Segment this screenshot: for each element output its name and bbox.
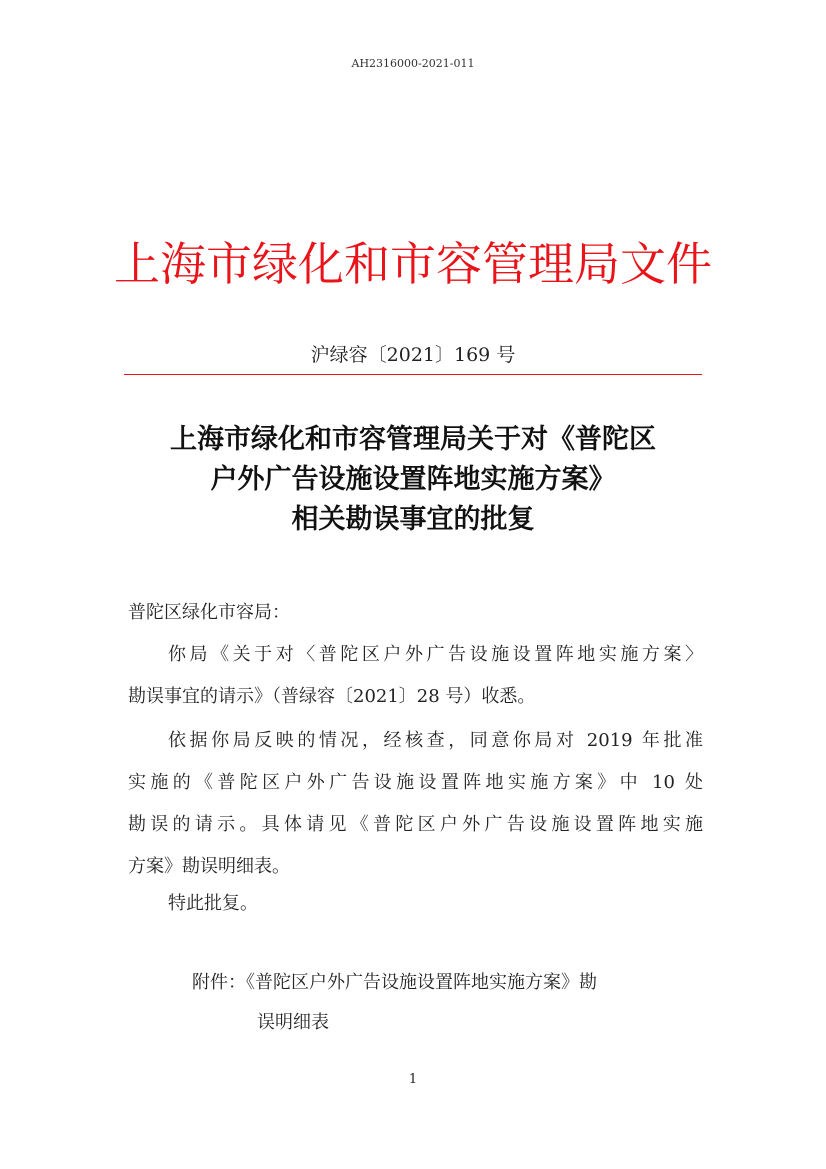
document-code: AH2316000-2021-011: [351, 57, 475, 70]
page-number: 1: [408, 1072, 418, 1087]
document-number: 沪绿容〔2021〕169 号: [310, 344, 516, 366]
title-line-3: 相关勘误事宜的批复: [291, 504, 535, 535]
title-line-2: 户外广告设施设置阵地实施方案》: [210, 464, 616, 495]
paragraph-2-line-3: 勘误的请示。具体请见《普陀区户外广告设施设置阵地实施: [128, 814, 703, 835]
closing-line: 特此批复。: [168, 893, 258, 914]
paragraph-1: [128, 634, 703, 718]
paragraph-2-line-2: 实施的《普陀区户外广告设施设置阵地实施方案》中 10 处: [128, 772, 703, 793]
salutation: 普陀区绿化市容局：: [128, 602, 290, 623]
paragraph-2-line-1: 依据你局反映的情况，经核查，同意你局对 2019 年批准: [168, 730, 703, 751]
title-line-1: 上海市绿化和市容管理局关于对《普陀区: [170, 424, 656, 455]
paragraph-2: [128, 720, 703, 888]
attachment-note: [192, 963, 692, 1043]
paragraph-3: [128, 883, 703, 925]
red-divider-line: [124, 374, 702, 375]
paragraph-1-line-1: 你局《关于对〈普陀区户外广告设施设置阵地实施方案〉: [168, 644, 703, 665]
masthead-title: 上海市绿化和市容管理局文件: [114, 237, 712, 291]
paragraph-2-line-4: 方案》勘误明细表。: [128, 856, 290, 877]
document-title: [0, 420, 826, 540]
attachment-line-1: 附件：《普陀区户外广告设施设置阵地实施方案》勘: [192, 972, 597, 993]
paragraph-1-line-2: 勘误事宜的请示》（普绿容〔2021〕28 号）收悉。: [128, 686, 536, 707]
attachment-line-2: 误明细表: [257, 1012, 329, 1033]
